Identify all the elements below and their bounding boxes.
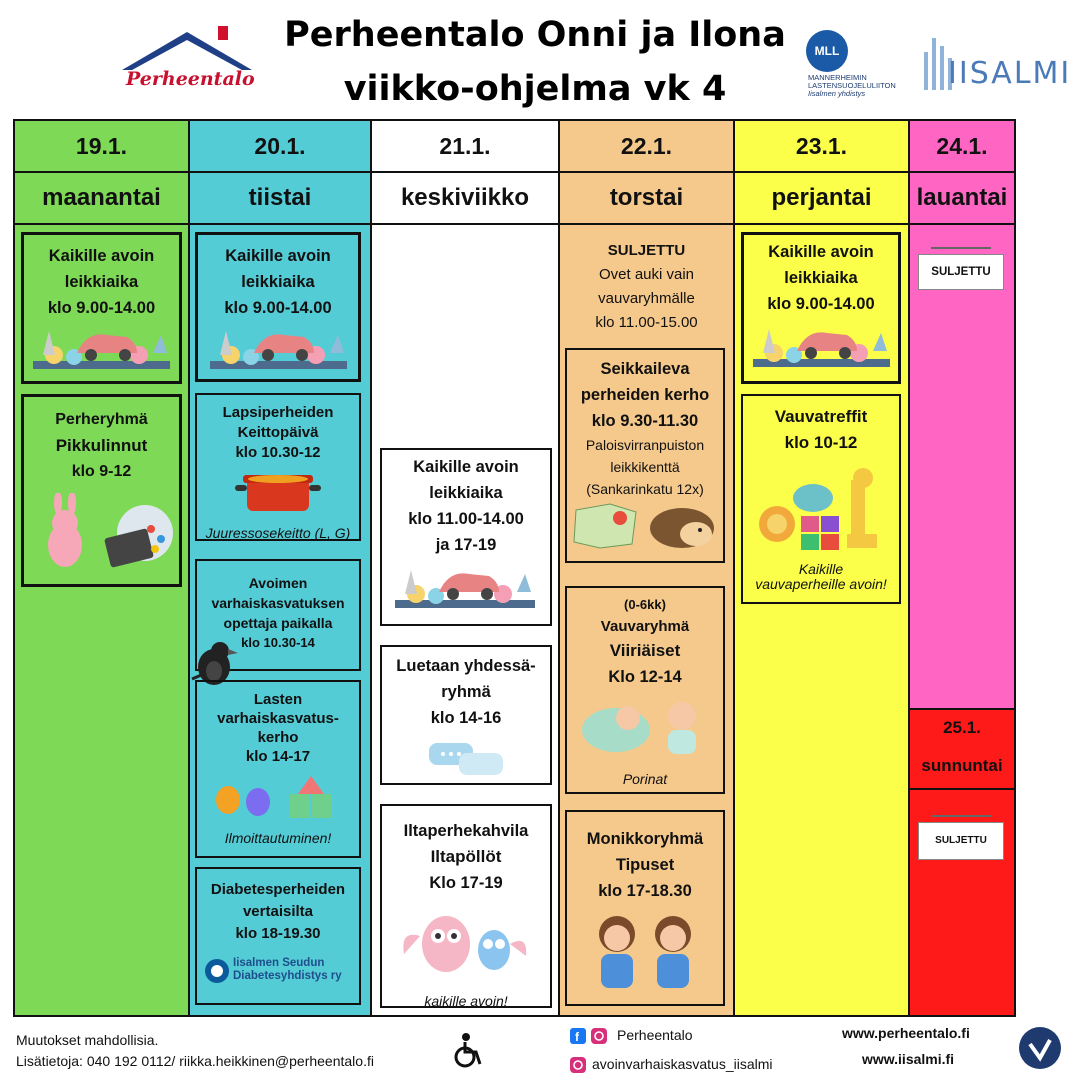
- date-saturday: 24.1.: [910, 121, 1014, 173]
- thursday-closed-notice: SULJETTU Ovet auki vain vauvaryhmälle klo 11.00-15.00: [595, 242, 698, 331]
- facebook-link[interactable]: Perheentalo: [617, 1027, 693, 1043]
- date-friday: 23.1.: [735, 121, 908, 173]
- week-schedule-grid: [13, 119, 1016, 1017]
- instagram-icon[interactable]: [591, 1028, 607, 1044]
- diabetes-logo-text-2: Diabetesyhdistys ry: [233, 970, 342, 982]
- website-link-perheentalo[interactable]: www.perheentalo.fi: [842, 1025, 970, 1041]
- page-title: [250, 8, 820, 116]
- event-kids-club-tuesday: Lasten varhaiskasvatus- kerho klo 14-17 Ilmoittautuminen!: [195, 680, 361, 858]
- toy-car-icon: [206, 323, 351, 373]
- babies-icon: [570, 694, 720, 758]
- dayname-saturday: lauantai: [910, 173, 1014, 225]
- event-multicultural-group-thursday: Monikkoryhmä Tipuset klo 17-18.30: [565, 810, 725, 1006]
- mll-logo-text: [808, 74, 918, 98]
- date-wednesday: 21.1.: [372, 121, 558, 173]
- title-line-2: viikko-ohjelma vk 4: [343, 69, 727, 109]
- mll-logo: [800, 26, 910, 106]
- soup-pot-icon: [233, 465, 323, 515]
- map-and-hedgehog-icon: [570, 500, 720, 550]
- event-open-play-tuesday: Kaikille avoin leikkiaika klo 9.00-14.00: [195, 232, 361, 382]
- column-sunday: [910, 710, 1014, 1015]
- event-soup-day-tuesday: Lapsiperheiden Keittopäivä klo 10.30-12 Juuressosekeitto (L, G): [195, 393, 361, 541]
- toy-car-icon: [29, 323, 174, 373]
- mll-text-3: Iisalmen yhdistys: [808, 89, 866, 98]
- event-baby-group-thursday: (0-6kk) Vauvaryhmä Viiriäiset Klo 12-14 Porinat: [565, 586, 725, 794]
- iisalmi-logo-text: IISALMI: [948, 56, 1072, 91]
- closed-sign-saturday: SULJETTU: [918, 254, 1004, 290]
- website-link-iisalmi[interactable]: www.iisalmi.fi: [862, 1051, 955, 1067]
- closed-sign-sunday: SULJETTU: [918, 822, 1004, 860]
- veikkaus-seal-icon: [1018, 1026, 1062, 1070]
- date-sunday: 25.1.: [943, 718, 981, 737]
- iisalmi-logo: [918, 30, 1072, 100]
- column-saturday: [910, 121, 1014, 710]
- speech-bubbles-icon: [421, 737, 511, 781]
- event-diabetes-families-tuesday: Diabetesperheiden vertaisilta klo 18-19.30 Iisalmen Seudun Diabetesyhdistys ry: [195, 867, 361, 1005]
- title-line-1: Perheentalo Onni ja Ilona: [284, 15, 786, 55]
- children-icon: [575, 910, 715, 994]
- diabetes-logo-text-1: Iisalmen Seudun: [233, 957, 325, 969]
- footer-contact-info: Lisätietoja: 040 192 0112/ riikka.heikkinen@perheentalo.fi: [16, 1053, 374, 1069]
- owls-icon: [396, 900, 536, 980]
- event-teacher-present-tuesday: Avoimen varhaiskasvatuksen opettaja paikalla klo 10.30-14: [195, 559, 361, 671]
- circle-logo-icon: [203, 957, 231, 985]
- instagram-link[interactable]: avoinvarhaiskasvatus_iisalmi: [592, 1056, 773, 1072]
- column-tuesday: [190, 121, 372, 1015]
- event-family-group-monday: Perheryhmä Pikkulinnut klo 9-12: [21, 394, 182, 587]
- column-thursday: [560, 121, 735, 1015]
- event-adventure-club-thursday: Seikkaileva perheiden kerho klo 9.30-11.30 Paloisvirranpuiston leikkikenttä (Sankarinkatu 12x): [565, 348, 725, 563]
- event-evening-cafe-wednesday: Iltaperhekahvila Iltapöllöt Klo 17-19 kaikille avoin!: [380, 804, 552, 1008]
- perheentalo-logo: [112, 18, 262, 108]
- dayname-monday: maanantai: [15, 173, 188, 225]
- column-monday: [15, 121, 190, 1015]
- dayname-sunday: sunnuntai: [910, 746, 1014, 790]
- dayname-wednesday: keskiviikko: [372, 173, 558, 225]
- event-open-play-monday: Kaikille avoin leikkiaika klo 9.00-14.00: [21, 232, 182, 384]
- event-open-play-friday: Kaikille avoin leikkiaika klo 9.00-14.00: [741, 232, 901, 384]
- toy-car-icon: [749, 321, 894, 371]
- event-reading-group-wednesday: Luetaan yhdessä- ryhmä klo 14-16: [380, 645, 552, 785]
- event-open-play-wednesday: Kaikille avoin leikkiaika klo 11.00-14.00 ja 17-19: [380, 448, 552, 626]
- dayname-friday: perjantai: [735, 173, 908, 225]
- event-baby-meet-friday: Vauvatreffit klo 10-12 Kaikille vauvaperheille avoin!: [741, 394, 901, 604]
- footer-changes-note: Muutokset mahdollisia.: [16, 1032, 159, 1048]
- perheentalo-logo-text: Perheentalo: [126, 68, 255, 90]
- svg-text:f: f: [575, 1030, 579, 1044]
- facebook-icon[interactable]: [570, 1028, 586, 1044]
- dayname-tuesday: tiistai: [190, 173, 370, 225]
- date-tuesday: 20.1.: [190, 121, 370, 173]
- date-monday: 19.1.: [15, 121, 188, 173]
- toy-car-icon: [391, 562, 541, 612]
- column-friday: [735, 121, 910, 1015]
- column-wednesday: [372, 121, 560, 1015]
- date-thursday: 22.1.: [560, 121, 733, 173]
- instagram-icon[interactable]: [570, 1057, 586, 1073]
- wheelchair-accessibility-icon: [452, 1032, 486, 1068]
- bunny-and-paints-icon: [27, 493, 177, 575]
- mll-text-1: MANNERHEIMIN: [808, 73, 867, 82]
- dayname-thursday: torstai: [560, 173, 733, 225]
- diabetes-association-logo: [197, 953, 359, 989]
- mll-text-2: LASTENSUOJELULIITON: [808, 81, 896, 90]
- toy-animals-icon: [751, 464, 891, 554]
- mll-badge: MLL: [806, 30, 848, 72]
- handprints-and-blocks-icon: [208, 772, 348, 822]
